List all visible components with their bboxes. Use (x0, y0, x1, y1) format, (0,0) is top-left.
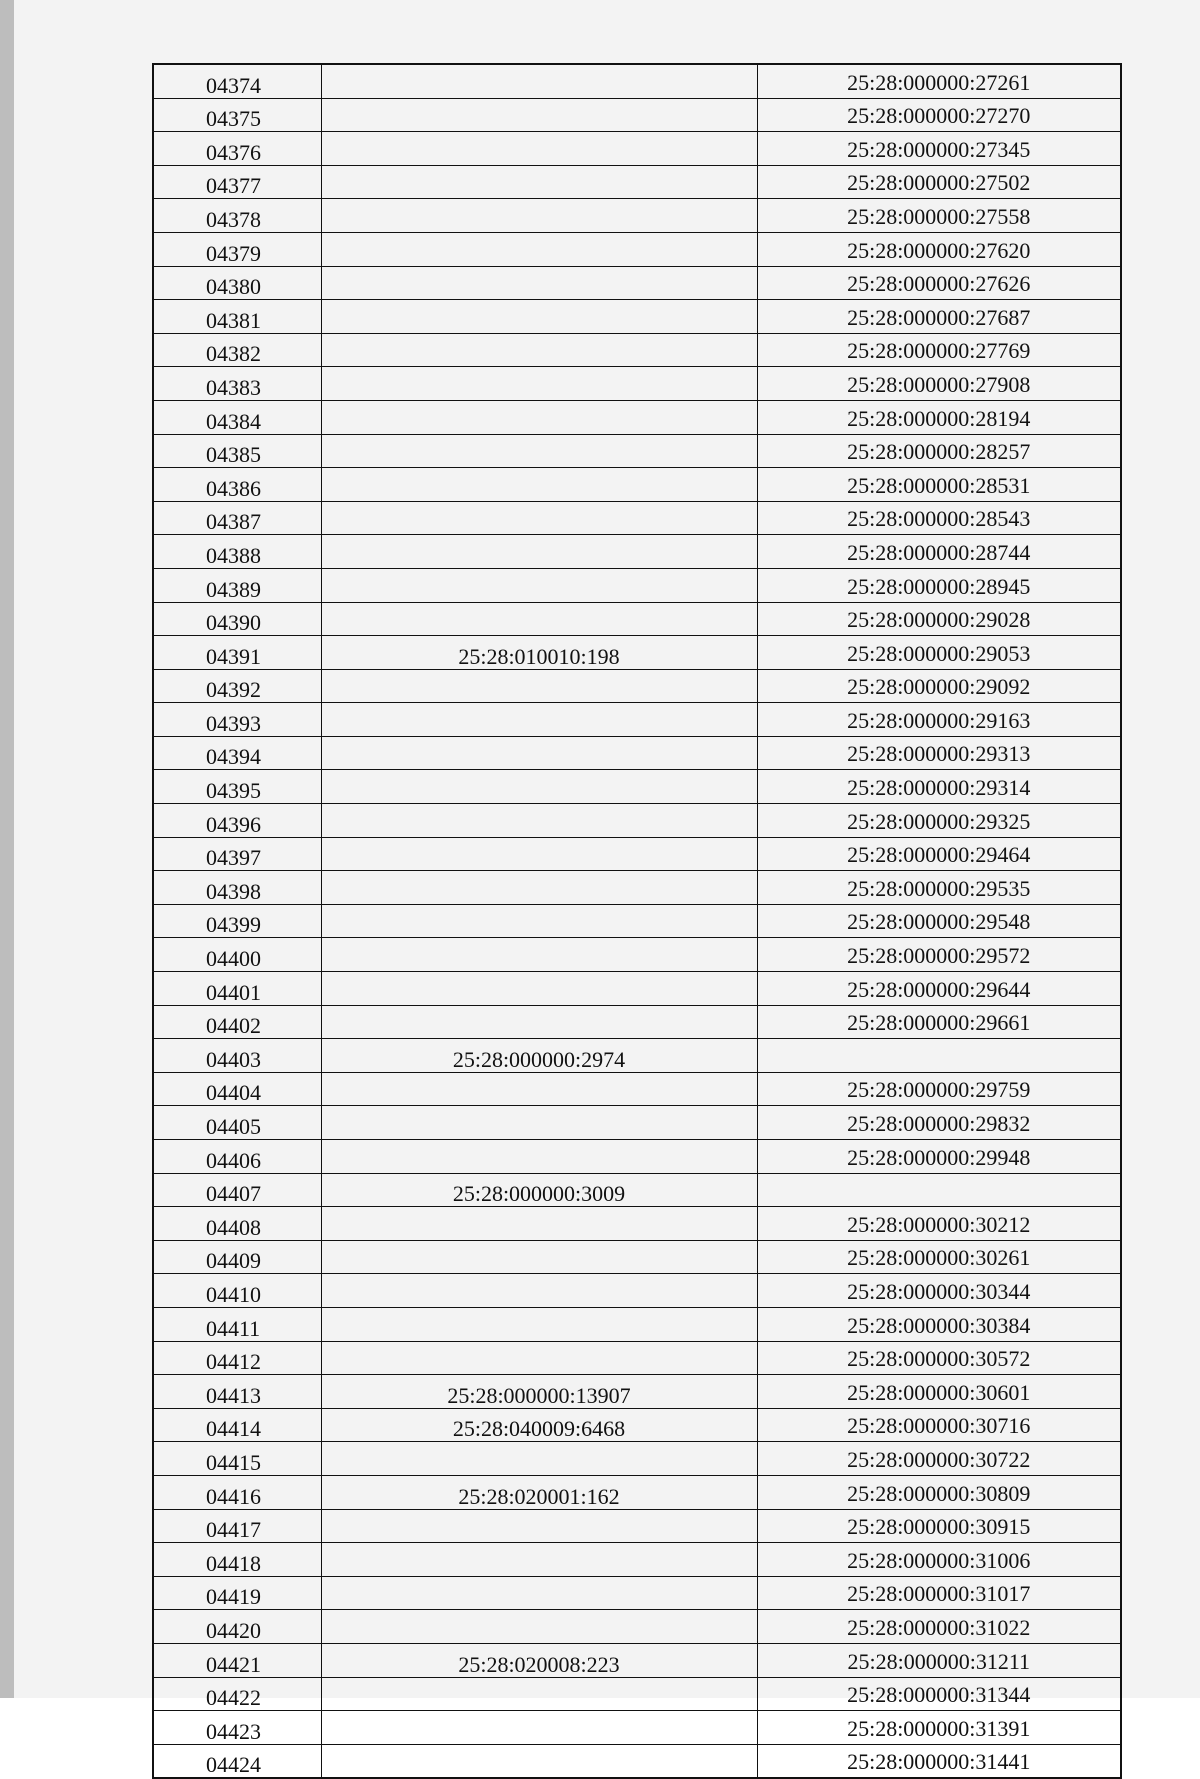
old-cadastral-cell (321, 1240, 757, 1274)
table-body (153, 64, 1121, 1778)
old-cadastral-cell (321, 568, 757, 602)
row-number-cell: 04394 (153, 736, 321, 770)
table-row (153, 1039, 1121, 1073)
row-number-cell: 04397 (153, 837, 321, 871)
row-number-cell: 04380 (153, 266, 321, 300)
row-number-cell: 04389 (153, 568, 321, 602)
table-row (153, 1543, 1121, 1577)
new-cadastral-cell: 25:28:000000:29053 (757, 636, 1121, 670)
table-row (153, 300, 1121, 334)
old-cadastral-cell (321, 98, 757, 132)
new-cadastral-cell: 25:28:000000:30261 (757, 1240, 1121, 1274)
table-row (153, 266, 1121, 300)
table-row (153, 1408, 1121, 1442)
table-row (153, 904, 1121, 938)
new-cadastral-cell: 25:28:000000:28543 (757, 501, 1121, 535)
old-cadastral-cell: 25:28:040009:6468 (321, 1408, 757, 1442)
table-row (153, 501, 1121, 535)
row-number-cell: 04381 (153, 300, 321, 334)
new-cadastral-cell: 25:28:000000:27502 (757, 165, 1121, 199)
old-cadastral-cell (321, 1576, 757, 1610)
new-cadastral-cell: 25:28:000000:31211 (757, 1643, 1121, 1677)
table-row (153, 333, 1121, 367)
row-number-cell: 04388 (153, 535, 321, 569)
row-number-cell: 04408 (153, 1207, 321, 1241)
new-cadastral-cell: 25:28:000000:30809 (757, 1475, 1121, 1509)
table-row (153, 1005, 1121, 1039)
old-cadastral-cell (321, 199, 757, 233)
old-cadastral-cell (321, 770, 757, 804)
table-row (153, 1341, 1121, 1375)
table-row (153, 1375, 1121, 1409)
row-number-cell: 04377 (153, 165, 321, 199)
old-cadastral-cell (321, 165, 757, 199)
new-cadastral-cell: 25:28:000000:30212 (757, 1207, 1121, 1241)
table-row (153, 1610, 1121, 1644)
table-row (153, 1140, 1121, 1174)
table-row (153, 1711, 1121, 1745)
new-cadastral-cell: 25:28:000000:27620 (757, 232, 1121, 266)
old-cadastral-cell (321, 232, 757, 266)
row-number-cell: 04392 (153, 669, 321, 703)
table-row (153, 367, 1121, 401)
row-number-cell: 04379 (153, 232, 321, 266)
row-number-cell: 04383 (153, 367, 321, 401)
old-cadastral-cell (321, 1274, 757, 1308)
table-row (153, 938, 1121, 972)
old-cadastral-cell (321, 703, 757, 737)
table-row (153, 1475, 1121, 1509)
row-number-cell: 04398 (153, 871, 321, 905)
table-row (153, 669, 1121, 703)
old-cadastral-cell (321, 1711, 757, 1745)
old-cadastral-cell (321, 501, 757, 535)
page-edge-shadow (0, 0, 14, 1698)
row-number-cell: 04391 (153, 636, 321, 670)
row-number-cell: 04386 (153, 468, 321, 502)
old-cadastral-cell: 25:28:020001:162 (321, 1475, 757, 1509)
table-row (153, 232, 1121, 266)
row-number-cell: 04403 (153, 1039, 321, 1073)
table-row (153, 602, 1121, 636)
row-number-cell: 04406 (153, 1140, 321, 1174)
old-cadastral-cell (321, 1005, 757, 1039)
new-cadastral-cell: 25:28:000000:30915 (757, 1509, 1121, 1543)
row-number-cell: 04390 (153, 602, 321, 636)
row-number-cell: 04411 (153, 1307, 321, 1341)
cadastral-registry-table (152, 63, 1122, 1779)
old-cadastral-cell (321, 1744, 757, 1778)
old-cadastral-cell (321, 602, 757, 636)
new-cadastral-cell: 25:28:000000:27769 (757, 333, 1121, 367)
old-cadastral-cell: 25:28:010010:198 (321, 636, 757, 670)
old-cadastral-cell (321, 1106, 757, 1140)
table-row (153, 1307, 1121, 1341)
new-cadastral-cell: 25:28:000000:27908 (757, 367, 1121, 401)
row-number-cell: 04405 (153, 1106, 321, 1140)
new-cadastral-cell: 25:28:000000:31344 (757, 1677, 1121, 1711)
new-cadastral-cell: 25:28:000000:29832 (757, 1106, 1121, 1140)
old-cadastral-cell (321, 804, 757, 838)
table-row (153, 568, 1121, 602)
old-cadastral-cell (321, 333, 757, 367)
table-row (153, 468, 1121, 502)
row-number-cell: 04395 (153, 770, 321, 804)
new-cadastral-cell: 25:28:000000:29325 (757, 804, 1121, 838)
old-cadastral-cell (321, 468, 757, 502)
old-cadastral-cell: 25:28:020008:223 (321, 1643, 757, 1677)
new-cadastral-cell: 25:28:000000:27558 (757, 199, 1121, 233)
row-number-cell: 04396 (153, 804, 321, 838)
table-row (153, 1240, 1121, 1274)
table-row (153, 1509, 1121, 1543)
old-cadastral-cell (321, 1072, 757, 1106)
new-cadastral-cell: 25:28:000000:30716 (757, 1408, 1121, 1442)
row-number-cell: 04382 (153, 333, 321, 367)
new-cadastral-cell: 25:28:000000:29948 (757, 1140, 1121, 1174)
old-cadastral-cell (321, 535, 757, 569)
table-row (153, 98, 1121, 132)
table-row (153, 804, 1121, 838)
new-cadastral-cell: 25:28:000000:29572 (757, 938, 1121, 972)
row-number-cell: 04422 (153, 1677, 321, 1711)
row-number-cell: 04413 (153, 1375, 321, 1409)
row-number-cell: 04399 (153, 904, 321, 938)
table-row (153, 703, 1121, 737)
new-cadastral-cell: 25:28:000000:29464 (757, 837, 1121, 871)
new-cadastral-cell: 25:28:000000:29535 (757, 871, 1121, 905)
old-cadastral-cell (321, 669, 757, 703)
table-row (153, 1677, 1121, 1711)
old-cadastral-cell: 25:28:000000:3009 (321, 1173, 757, 1207)
table-row (153, 1173, 1121, 1207)
table-row (153, 871, 1121, 905)
old-cadastral-cell (321, 132, 757, 166)
row-number-cell: 04400 (153, 938, 321, 972)
row-number-cell: 04410 (153, 1274, 321, 1308)
row-number-cell: 04375 (153, 98, 321, 132)
old-cadastral-cell (321, 367, 757, 401)
new-cadastral-cell: 25:28:000000:30722 (757, 1442, 1121, 1476)
new-cadastral-cell: 25:28:000000:31441 (757, 1744, 1121, 1778)
table-row (153, 199, 1121, 233)
row-number-cell: 04421 (153, 1643, 321, 1677)
table-row (153, 1207, 1121, 1241)
old-cadastral-cell (321, 64, 757, 98)
row-number-cell: 04393 (153, 703, 321, 737)
old-cadastral-cell (321, 400, 757, 434)
row-number-cell: 04416 (153, 1475, 321, 1509)
old-cadastral-cell (321, 300, 757, 334)
new-cadastral-cell: 25:28:000000:27345 (757, 132, 1121, 166)
table-row (153, 770, 1121, 804)
old-cadastral-cell: 25:28:000000:13907 (321, 1375, 757, 1409)
row-number-cell: 04418 (153, 1543, 321, 1577)
new-cadastral-cell: 25:28:000000:31022 (757, 1610, 1121, 1644)
row-number-cell: 04423 (153, 1711, 321, 1745)
table-row (153, 636, 1121, 670)
new-cadastral-cell: 25:28:000000:27261 (757, 64, 1121, 98)
row-number-cell: 04409 (153, 1240, 321, 1274)
old-cadastral-cell (321, 938, 757, 972)
row-number-cell: 04419 (153, 1576, 321, 1610)
row-number-cell: 04387 (153, 501, 321, 535)
new-cadastral-cell: 25:28:000000:30601 (757, 1375, 1121, 1409)
new-cadastral-cell: 25:28:000000:31391 (757, 1711, 1121, 1745)
table-row (153, 132, 1121, 166)
new-cadastral-cell: 25:28:000000:28194 (757, 400, 1121, 434)
new-cadastral-cell: 25:28:000000:28945 (757, 568, 1121, 602)
new-cadastral-cell: 25:28:000000:28744 (757, 535, 1121, 569)
table-row (153, 1106, 1121, 1140)
table-row (153, 1442, 1121, 1476)
new-cadastral-cell: 25:28:000000:29759 (757, 1072, 1121, 1106)
table-row (153, 1744, 1121, 1778)
table-row (153, 837, 1121, 871)
old-cadastral-cell (321, 434, 757, 468)
table-row (153, 736, 1121, 770)
table-row (153, 1274, 1121, 1308)
new-cadastral-cell: 25:28:000000:29092 (757, 669, 1121, 703)
new-cadastral-cell: 25:28:000000:29314 (757, 770, 1121, 804)
row-number-cell: 04420 (153, 1610, 321, 1644)
new-cadastral-cell: 25:28:000000:30344 (757, 1274, 1121, 1308)
old-cadastral-cell (321, 1207, 757, 1241)
old-cadastral-cell (321, 736, 757, 770)
row-number-cell: 04384 (153, 400, 321, 434)
old-cadastral-cell (321, 871, 757, 905)
old-cadastral-cell (321, 1341, 757, 1375)
new-cadastral-cell (757, 1173, 1121, 1207)
table-row (153, 434, 1121, 468)
new-cadastral-cell: 25:28:000000:29163 (757, 703, 1121, 737)
old-cadastral-cell (321, 1543, 757, 1577)
old-cadastral-cell (321, 904, 757, 938)
old-cadastral-cell (321, 972, 757, 1006)
table-row (153, 1072, 1121, 1106)
new-cadastral-cell: 25:28:000000:29644 (757, 972, 1121, 1006)
row-number-cell: 04402 (153, 1005, 321, 1039)
old-cadastral-cell (321, 266, 757, 300)
row-number-cell: 04385 (153, 434, 321, 468)
table-row (153, 400, 1121, 434)
table-row (153, 1576, 1121, 1610)
old-cadastral-cell (321, 1509, 757, 1543)
new-cadastral-cell: 25:28:000000:27626 (757, 266, 1121, 300)
new-cadastral-cell: 25:28:000000:30384 (757, 1307, 1121, 1341)
old-cadastral-cell (321, 1442, 757, 1476)
row-number-cell: 04401 (153, 972, 321, 1006)
new-cadastral-cell: 25:28:000000:30572 (757, 1341, 1121, 1375)
table-row (153, 1643, 1121, 1677)
row-number-cell: 04374 (153, 64, 321, 98)
table-row (153, 535, 1121, 569)
new-cadastral-cell: 25:28:000000:29661 (757, 1005, 1121, 1039)
row-number-cell: 04376 (153, 132, 321, 166)
new-cadastral-cell: 25:28:000000:29313 (757, 736, 1121, 770)
row-number-cell: 04417 (153, 1509, 321, 1543)
new-cadastral-cell: 25:28:000000:29548 (757, 904, 1121, 938)
new-cadastral-cell: 25:28:000000:28257 (757, 434, 1121, 468)
row-number-cell: 04415 (153, 1442, 321, 1476)
table-row (153, 165, 1121, 199)
old-cadastral-cell: 25:28:000000:2974 (321, 1039, 757, 1073)
new-cadastral-cell: 25:28:000000:29028 (757, 602, 1121, 636)
new-cadastral-cell (757, 1039, 1121, 1073)
new-cadastral-cell: 25:28:000000:31017 (757, 1576, 1121, 1610)
old-cadastral-cell (321, 1677, 757, 1711)
old-cadastral-cell (321, 837, 757, 871)
new-cadastral-cell: 25:28:000000:28531 (757, 468, 1121, 502)
row-number-cell: 04404 (153, 1072, 321, 1106)
old-cadastral-cell (321, 1610, 757, 1644)
old-cadastral-cell (321, 1307, 757, 1341)
row-number-cell: 04407 (153, 1173, 321, 1207)
new-cadastral-cell: 25:28:000000:27687 (757, 300, 1121, 334)
old-cadastral-cell (321, 1140, 757, 1174)
new-cadastral-cell: 25:28:000000:31006 (757, 1543, 1121, 1577)
row-number-cell: 04424 (153, 1744, 321, 1778)
new-cadastral-cell: 25:28:000000:27270 (757, 98, 1121, 132)
table-row (153, 64, 1121, 98)
table-row (153, 972, 1121, 1006)
row-number-cell: 04378 (153, 199, 321, 233)
row-number-cell: 04412 (153, 1341, 321, 1375)
row-number-cell: 04414 (153, 1408, 321, 1442)
